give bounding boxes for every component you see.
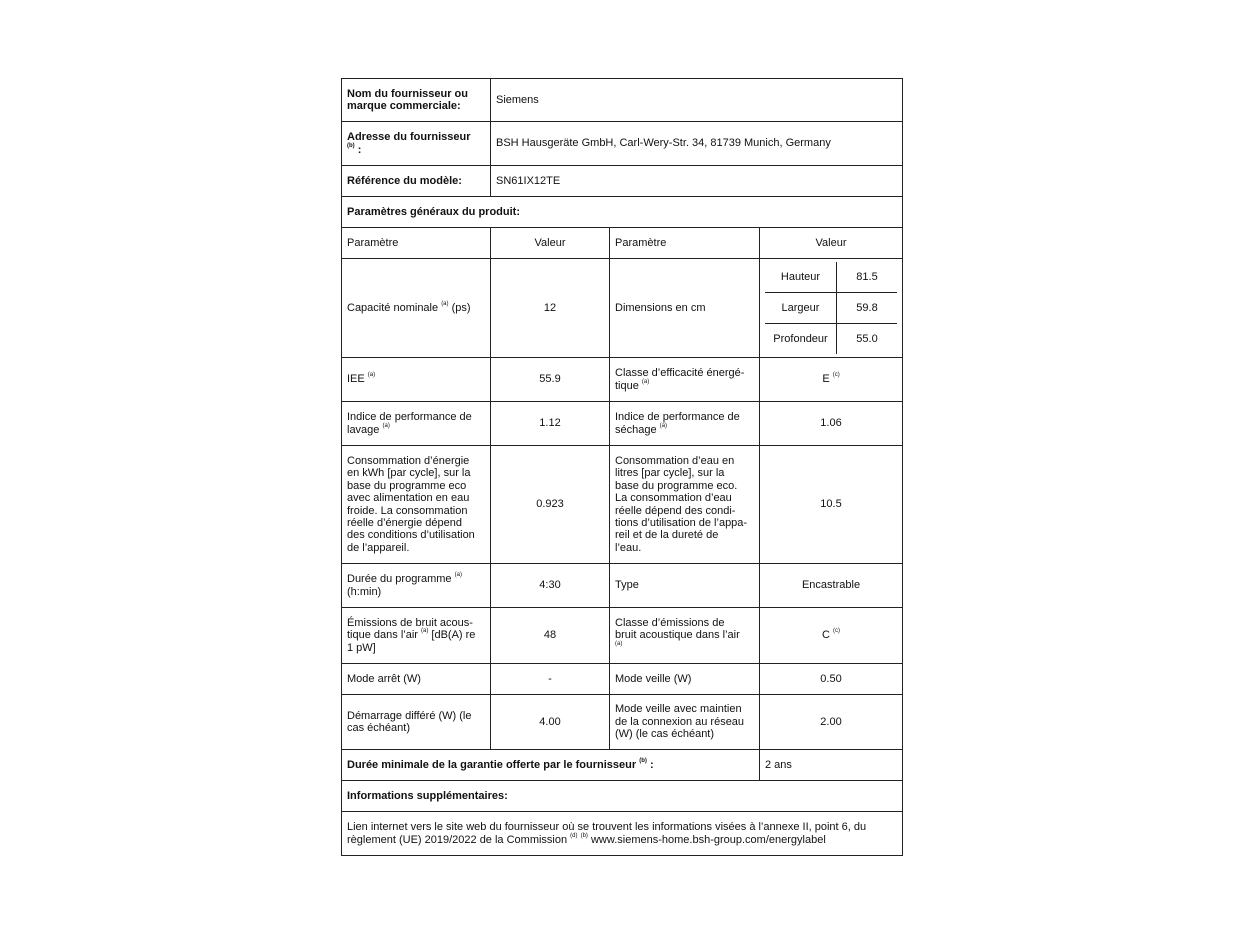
capacity-note: (a) — [441, 300, 449, 307]
noise-class-value-note: (c) — [833, 628, 841, 635]
off-mode-label: Mode arrêt (W) — [342, 664, 491, 695]
wash-perf-value: 1.12 — [491, 402, 610, 446]
address-label-cell — [342, 122, 491, 166]
link-cell — [342, 812, 903, 856]
link-row — [342, 812, 903, 856]
standby-value: 0.50 — [760, 664, 903, 695]
energy-consumption-line: froide. La consommation — [347, 504, 468, 517]
dry-perf-value: 1.06 — [760, 402, 903, 446]
delay-start-label-2: cas échéant) — [347, 722, 410, 734]
water-consumption-label — [610, 446, 760, 564]
noise-label-cell — [342, 608, 491, 664]
address-row — [342, 122, 903, 166]
noise-label-1: Émissions de bruit acous- — [347, 616, 473, 629]
address-value: BSH Hausgeräte GmbH, Carl-Wery-Str. 34, 81739 Munich, Germany — [491, 122, 903, 166]
noise-class-value: C — [822, 629, 830, 642]
height-label: Hauteur — [765, 262, 837, 293]
wash-perf-label-cell — [342, 402, 491, 446]
additional-info-title: Informations supplémentaires: — [342, 781, 903, 812]
address-label: Adresse du fournisseur — [347, 131, 471, 144]
delay-start-label-1: Démarrage différé (W) (le — [347, 709, 472, 722]
iee-note: (a) — [367, 372, 376, 379]
noise-note: (a) — [421, 628, 429, 635]
link-note-b: (b) — [580, 832, 588, 839]
header-value-2: Valeur — [760, 228, 903, 259]
iee-value: 55.9 — [491, 358, 610, 402]
water-consumption-line: litres [par cycle], sur la — [615, 467, 725, 480]
model-value: SN61IX12TE — [491, 166, 903, 197]
header-row — [342, 228, 903, 259]
program-duration-label-2: (h:min) — [347, 585, 382, 598]
program-duration-label-cell — [342, 564, 491, 608]
header-value-1: Valeur — [491, 228, 610, 259]
energy-class-label-cell — [610, 358, 760, 402]
water-consumption-line: base du programme eco. — [615, 479, 738, 492]
energy-class-note: (a) — [641, 378, 650, 385]
capacity-unit: (ps) — [451, 301, 471, 314]
performance-row — [342, 402, 903, 446]
noise-value: 48 — [491, 608, 610, 664]
energy-consumption-line: des conditions d’utilisation — [347, 529, 475, 542]
noise-class-note: (a) — [615, 640, 623, 647]
warranty-label: Durée minimale de la garantie offerte par le fournisseur — [347, 758, 637, 771]
capacity-value: 12 — [491, 259, 610, 358]
link-note-d: (d) — [570, 832, 578, 839]
noise-label-3: 1 pW] — [347, 641, 376, 654]
energy-class-value: E — [822, 373, 830, 386]
depth-label: Profondeur — [765, 324, 837, 355]
address-note: (b) — [347, 142, 355, 149]
product-information-sheet — [341, 78, 902, 856]
energy-consumption-line: Consommation d’énergie — [347, 454, 470, 467]
supplier-row — [342, 79, 903, 122]
noise-label-2b: [dB(A) re — [431, 629, 476, 642]
warranty-label-cell — [342, 750, 760, 781]
water-consumption-line: Consommation d’eau en — [615, 454, 735, 467]
height-row — [765, 262, 897, 293]
duration-type-row — [342, 564, 903, 608]
product-fiche-table — [341, 78, 903, 856]
general-title-row — [342, 197, 903, 228]
delay-networked-row — [342, 695, 903, 750]
wash-perf-label-2: lavage — [347, 423, 380, 436]
program-duration-note: (a) — [454, 572, 462, 579]
energy-consumption-line: avec alimentation en eau — [347, 492, 470, 505]
link-text-line2: règlement (UE) 2019/2022 de la Commission — [347, 833, 568, 846]
water-consumption-line: l’eau. — [615, 541, 642, 554]
dry-perf-label-1: Indice de performance de — [615, 411, 740, 424]
dimensions-label: Dimensions en cm — [610, 259, 760, 358]
networked-standby-label-1: Mode veille avec maintien — [615, 703, 742, 716]
capacity-dimensions-row — [342, 259, 903, 358]
networked-standby-label-3: (W) (le cas échéant) — [615, 728, 715, 741]
warranty-note: (b) — [639, 757, 647, 764]
header-param-1: Paramètre — [342, 228, 491, 259]
energy-consumption-line: base du programme eco — [347, 479, 467, 492]
iee-row — [342, 358, 903, 402]
capacity-label: Capacité nominale — [347, 301, 439, 314]
iee-label-cell — [342, 358, 491, 402]
warranty-value: 2 ans — [760, 750, 903, 781]
wash-perf-label-1: Indice de performance de — [347, 411, 472, 424]
type-value: Encastrable — [760, 564, 903, 608]
wash-perf-note: (a) — [382, 422, 390, 429]
model-row — [342, 166, 903, 197]
supplier-value: Siemens — [491, 79, 903, 122]
dry-perf-label-2: séchage — [615, 423, 657, 436]
general-params-title: Paramètres généraux du produit: — [342, 197, 903, 228]
header-param-2: Paramètre — [610, 228, 760, 259]
energy-class-label-2: tique — [615, 379, 639, 392]
noise-label-2: tique dans l’air — [347, 629, 418, 642]
noise-class-value-cell — [760, 608, 903, 664]
warranty-row — [342, 750, 903, 781]
energy-label-url[interactable]: www.siemens-home.bsh-group.com/energylabel — [590, 833, 826, 846]
address-colon: : — [357, 143, 362, 156]
dry-perf-label-cell — [610, 402, 760, 446]
networked-standby-label-cell — [610, 695, 760, 750]
height-value: 81.5 — [837, 262, 898, 293]
noise-row — [342, 608, 903, 664]
energy-consumption-label — [342, 446, 491, 564]
dimensions-cell — [760, 259, 903, 358]
depth-row — [765, 324, 897, 355]
networked-standby-label-2: de la connexion au réseau — [615, 715, 745, 728]
dry-perf-note: (a) — [659, 422, 667, 429]
width-row — [765, 293, 897, 324]
iee-label: IEE — [347, 373, 365, 386]
water-consumption-line: La consommation d’eau — [615, 492, 732, 505]
mode-row — [342, 664, 903, 695]
consumption-row — [342, 446, 903, 564]
model-label: Référence du modèle: — [342, 166, 491, 197]
water-consumption-value: 10.5 — [760, 446, 903, 564]
energy-consumption-line: de l’appareil. — [347, 541, 410, 554]
warranty-colon: : — [649, 758, 654, 771]
capacity-label-cell — [342, 259, 491, 358]
energy-class-value-cell — [760, 358, 903, 402]
energy-consumption-line: en kWh [par cycle], sur la — [347, 467, 471, 480]
delay-start-value: 4.00 — [491, 695, 610, 750]
water-consumption-line: tions d’utilisation de l’appa- — [615, 516, 748, 529]
supplier-label: Nom du fournisseur ou marque commerciale: — [342, 79, 491, 122]
noise-class-label-1: Classe d’émissions de — [615, 616, 725, 629]
noise-class-label-2: bruit acoustique dans l’air — [615, 629, 740, 642]
width-label: Largeur — [765, 293, 837, 324]
link-text-line1: Lien internet vers le site web du fournisseur où se trouvent les informations visées à l’annexe II, point 6, du — [347, 821, 867, 834]
energy-class-label-1: Classe d’efficacité énergé- — [615, 367, 745, 380]
energy-consumption-line: réelle d’énergie dépend — [347, 516, 462, 529]
delay-start-label-cell — [342, 695, 491, 750]
networked-standby-value: 2.00 — [760, 695, 903, 750]
water-consumption-line: réelle dépend des condi- — [615, 504, 736, 517]
type-label: Type — [610, 564, 760, 608]
depth-value: 55.0 — [856, 332, 878, 345]
noise-class-label-cell — [610, 608, 760, 664]
program-duration-value: 4:30 — [491, 564, 610, 608]
standby-label: Mode veille (W) — [610, 664, 760, 695]
energy-consumption-value: 0.923 — [491, 446, 610, 564]
energy-class-value-note: (c) — [832, 372, 840, 379]
width-value: 59.8 — [837, 293, 898, 324]
water-consumption-line: reil et de la dureté de — [615, 529, 719, 542]
off-mode-value: - — [491, 664, 610, 695]
dimensions-subtable — [765, 262, 897, 354]
additional-title-row — [342, 781, 903, 812]
program-duration-label-1: Durée du programme — [347, 573, 452, 586]
